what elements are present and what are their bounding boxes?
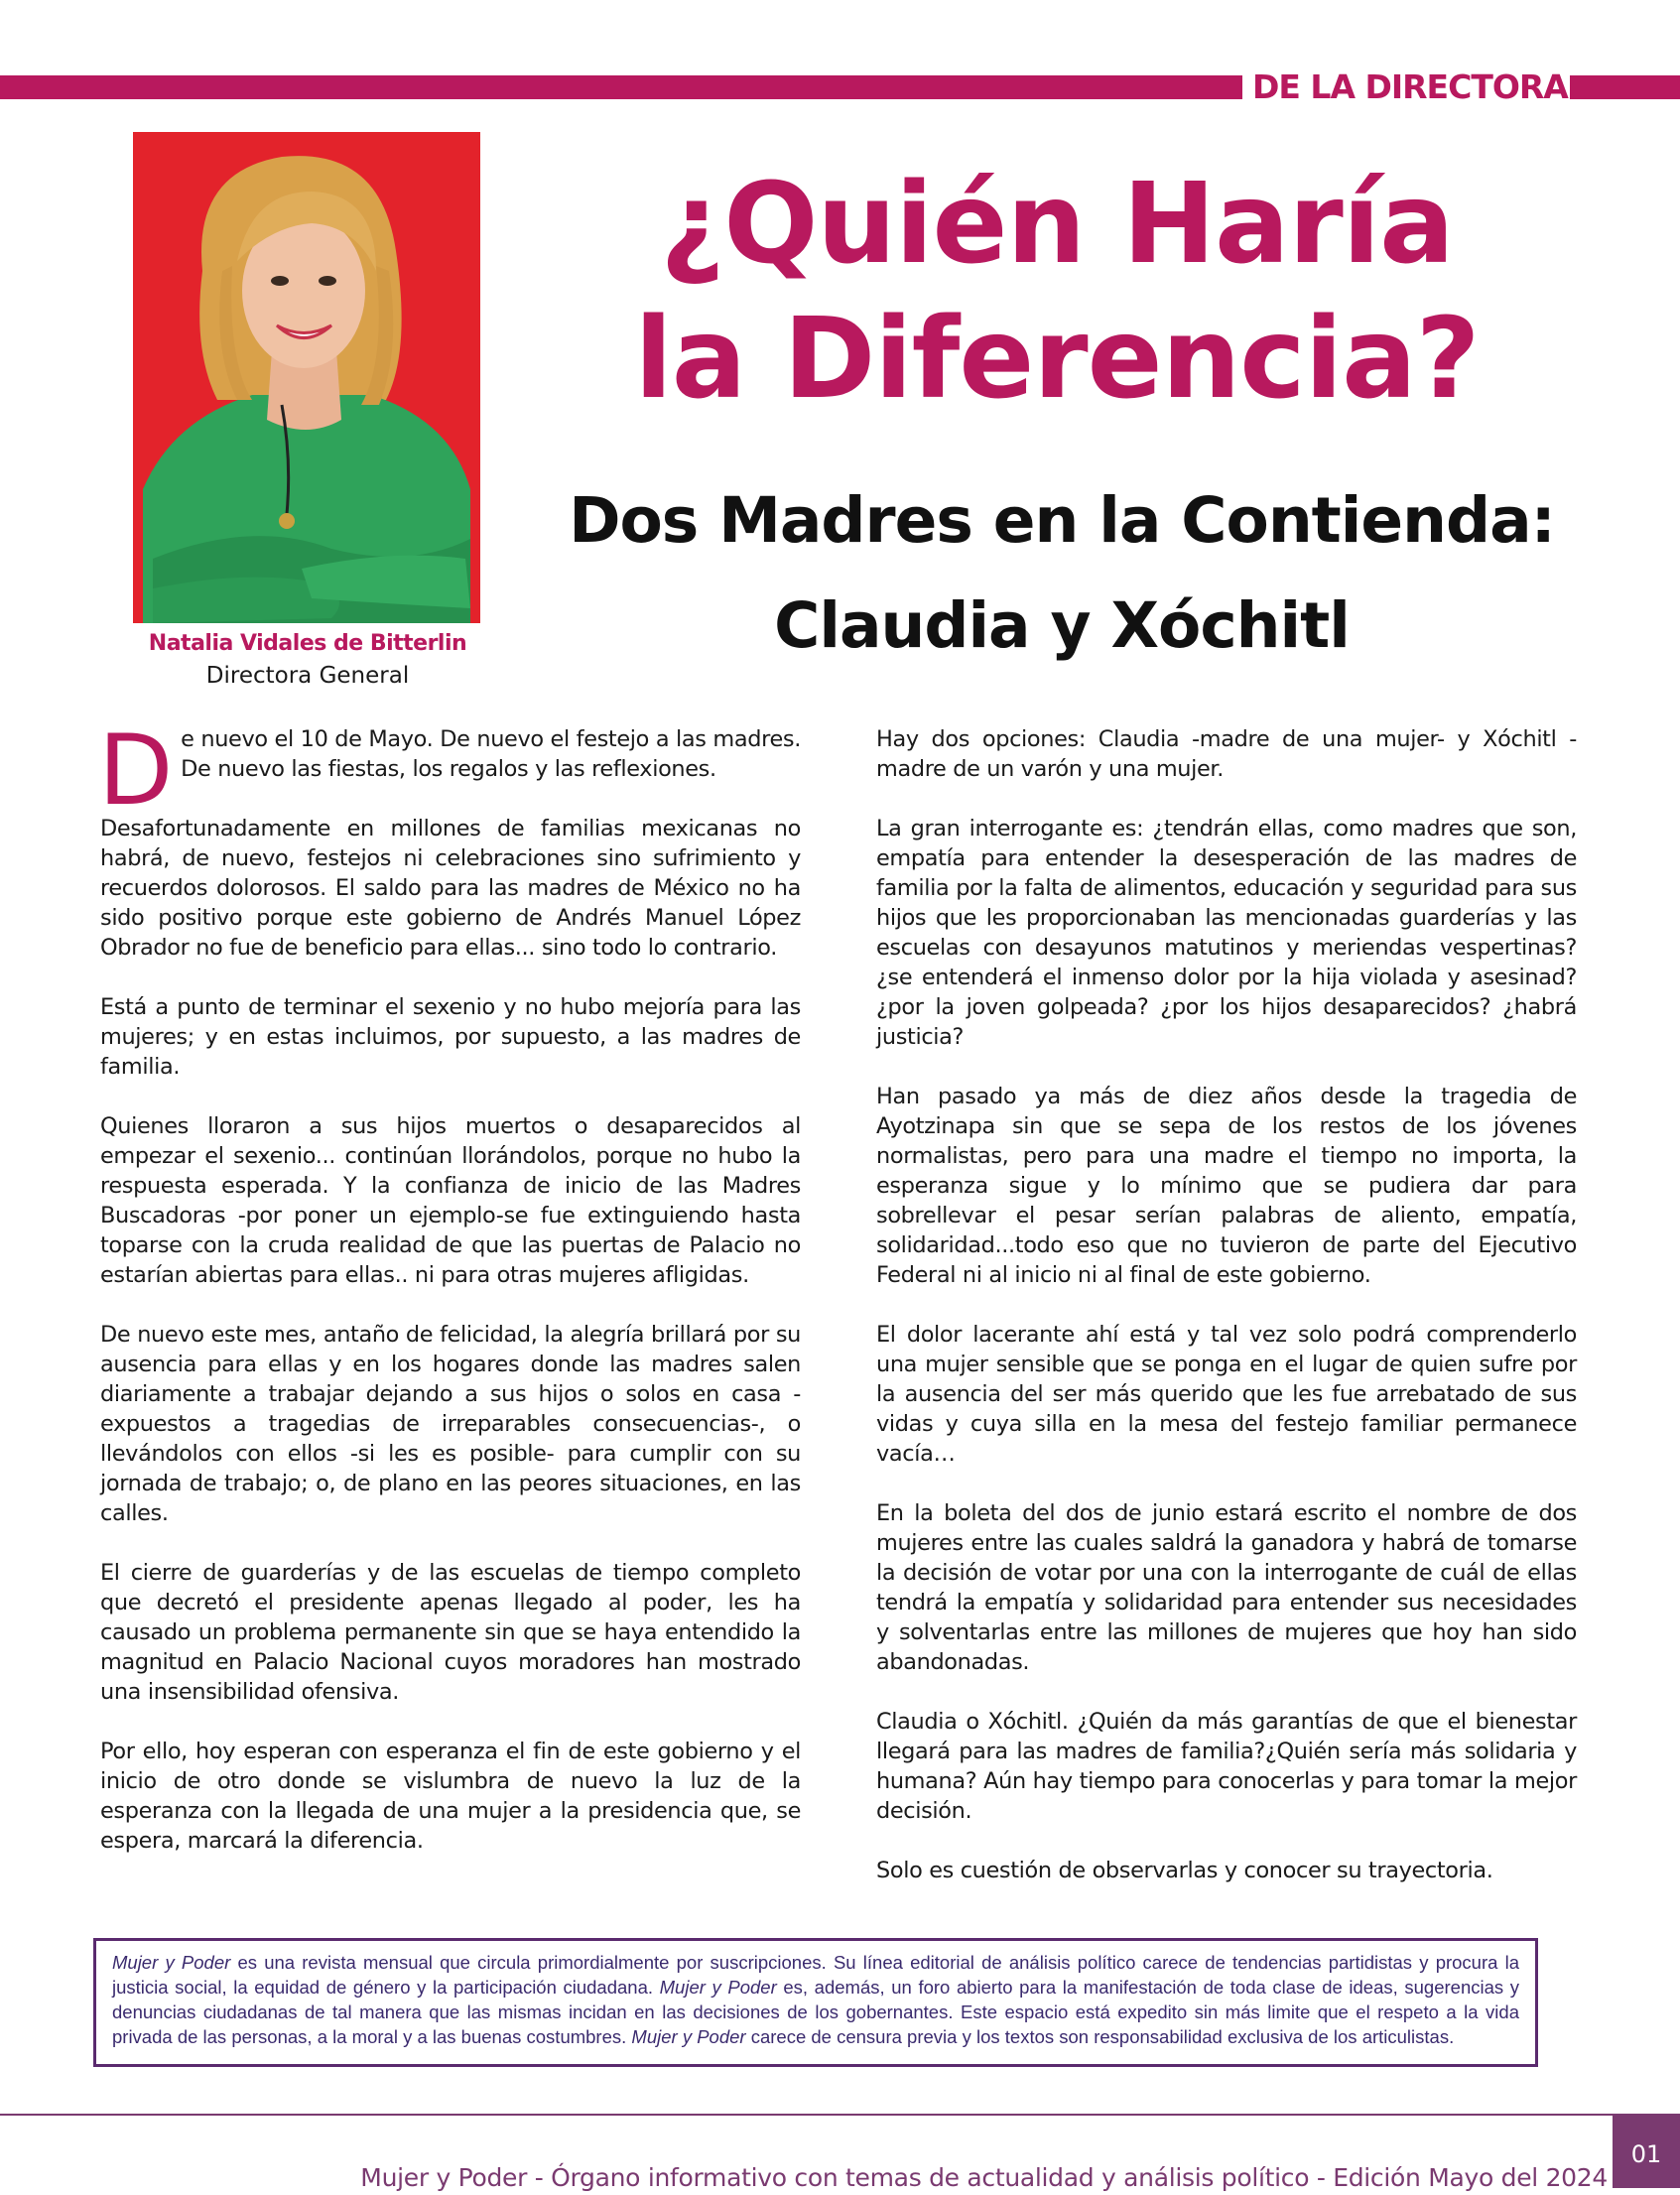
article-paragraph: El dolor lacerante ahí está y tal vez solo podrá comprenderlo una mujer sensible que se ponga en el lugar de quien sufre por la ausencia del ser más querido que les fue arrebatado de sus vidas y cuya silla en la mesa del festejo familiar permanece vacía… <box>876 1322 1577 1467</box>
disclaimer-text: carece de censura previa y los textos son responsabilidad exclusiva de los articulistas. <box>745 2026 1455 2047</box>
subtitle-line-2: Claudia y Xóchitl <box>774 589 1350 662</box>
article-paragraph: Hay dos opciones: Claudia -madre de una mujer- y Xóchitl -madre de un varón y una mujer. <box>876 726 1577 782</box>
drop-cap: D <box>98 714 174 828</box>
magazine-name: Mujer y Poder <box>631 2026 746 2047</box>
article-paragraph: Claudia o Xóchitl. ¿Quién da más garantías de que el bienestar llegará para las madres de familia?¿Quién sería más solidaria y humana? Aún hay tiempo para conocerlas y para tomar la mejor decisión. <box>876 1709 1577 1824</box>
article-paragraph <box>98 714 801 828</box>
article-paragraph: Quienes lloraron a sus hijos muertos o desaparecidos al empezar el sexenio... continúan llorándolos, porque no hubo la respuesta esperada. Y la confianza de inicio de las Madres Buscadoras -por poner un ejemplo-se fue extinguiendo hasta toparse con la cruda realidad de que las puertas de Palacio no estarían abiertas para ellas.. ni para otras mujeres afligidas. <box>100 1113 801 1288</box>
disclaimer-text: es una revista mensual que circula primordialmente por suscripciones. Su línea editorial de análisis político carece de tendencias partidistas y procura la justicia social, la equidad de género y la participación ciudadana. <box>112 1952 1520 1998</box>
article-column-left <box>98 714 801 1885</box>
article-paragraph: En la boleta del dos de junio estará escrito el nombre de dos mujeres entre las cuales saldrá la ganadora y habrá de tomarse la decisión de votar por una con la interrogante de cuál de ellas tendrá la empatía y solidaridad para entender sus necesidades y solventarlas entre las millones de mujeres que hoy han sido abandonadas. <box>876 1500 1577 1675</box>
first-paragraph-text: e nuevo el 10 de Mayo. De nuevo el festejo a las madres. De nuevo las fiestas, los regalos y las reflexiones. <box>181 726 801 782</box>
article-paragraph: La gran interrogante es: ¿tendrán ellas, como madres que son, empatía para entender la desesperación de las madres de familia por la falta de alimentos, educación y seguridad para sus hijos que les proporcionaban las mencionadas guarderías y las escuelas con desayunos matutinos y meriendas vespertinas? ¿se entenderá el inmenso dolor por la hija violada y asesinad? ¿por la joven golpeada? ¿por los hijos desaparecidos? ¿habrá justicia? <box>876 816 1577 1050</box>
article-title <box>556 157 1558 427</box>
title-line-2: la Diferencia? <box>634 295 1480 424</box>
article-paragraph: Por ello, hoy esperan con esperanza el fin de este gobierno y el inicio de otro donde se vislumbra de nuevo la luz de la esperanza con la llegada de una mujer a la presidencia que, se espera, marcará la diferencia. <box>100 1739 801 1854</box>
title-line-1: ¿Quién Haría <box>660 160 1454 289</box>
magazine-name: Mujer y Poder <box>112 1952 231 1973</box>
author-name: Natalia Vidales de Bitterlin <box>148 631 467 656</box>
disclaimer-text: es, además, un foro abierto para la manifestación de toda clase de ideas, sugerencias y denuncias ciudadanas de tal manera que las mismas incidan en las decisiones de los gobernantes. Este espacio está expedito sin más limite que el respeto a la vida privada de las personas, a la moral y a las buenas costumbres. <box>112 1977 1520 2047</box>
article-paragraph: Está a punto de terminar el sexenio y no hubo mejoría para las mujeres; y en estas incluimos, por supuesto, a las madres de familia. <box>100 994 801 1080</box>
author-photo <box>133 132 480 623</box>
article-paragraph: Solo es cuestión de observarlas y conocer su trayectoria. <box>876 1858 1493 1883</box>
header-bar-left <box>0 75 1242 99</box>
author-role: Directora General <box>205 663 410 689</box>
editorial-disclaimer <box>93 1938 1538 2067</box>
article-paragraph: Desafortunadamente en millones de familias mexicanas no habrá, de nuevo, festejos ni celebraciones sino sufrimiento y recuerdos dolorosos. El saldo para las madres de México no ha sido positivo porque este gobierno de Andrés Manuel López Obrador no fue de beneficio para ellas... sino todo lo contrario. <box>100 816 801 961</box>
header-bar-right <box>1570 75 1680 99</box>
subtitle-line-1: Dos Madres en la Contienda: <box>569 484 1555 557</box>
article-paragraph: El cierre de guarderías y de las escuelas de tiempo completo que decretó el presidente apenas llegado al poder, les ha causado un problema permanente sin que se haya entendido la magnitud en Palacio Nacional cuyos moradores han mostrado una insensibilidad ofensiva. <box>100 1560 801 1705</box>
section-label: DE LA DIRECTORA <box>1252 67 1568 106</box>
page-number: 01 <box>1613 2114 1680 2188</box>
magazine-name: Mujer y Poder <box>659 1977 777 1998</box>
footer-text: Mujer y Poder - Órgano informativo con temas de actualidad y análisis político - Edición Mayo del 2024 <box>360 2163 1608 2192</box>
footer-divider <box>0 2114 1613 2116</box>
article-paragraph: De nuevo este mes, antaño de felicidad, la alegría brillará por su ausencia para ellas y en los hogares donde las madres salen diariamente a trabajar dejando a sus hijos o solos en casa -expuestos a tragedias de irreparables consecuencias-, o llevándolos con ellos -si les es posible- para cumplir con su jornada de trabajo; o, de plano en las peores situaciones, en las calles. <box>100 1322 801 1526</box>
article-column-right <box>876 724 1577 1915</box>
article-paragraph: Han pasado ya más de diez años desde la tragedia de Ayotzinapa sin que se sepa de los restos de los jóvenes normalistas, pero para una madre el tiempo no importa, la esperanza sigue y lo mínimo que se pudiera dar para sobrellevar el pesar serían palabras de aliento, empatía, solidaridad...todo eso que no tuvieron de parte del Ejecutivo Federal ni al inicio ni al final de este gobierno. <box>876 1084 1577 1288</box>
article-subtitle <box>516 468 1608 679</box>
